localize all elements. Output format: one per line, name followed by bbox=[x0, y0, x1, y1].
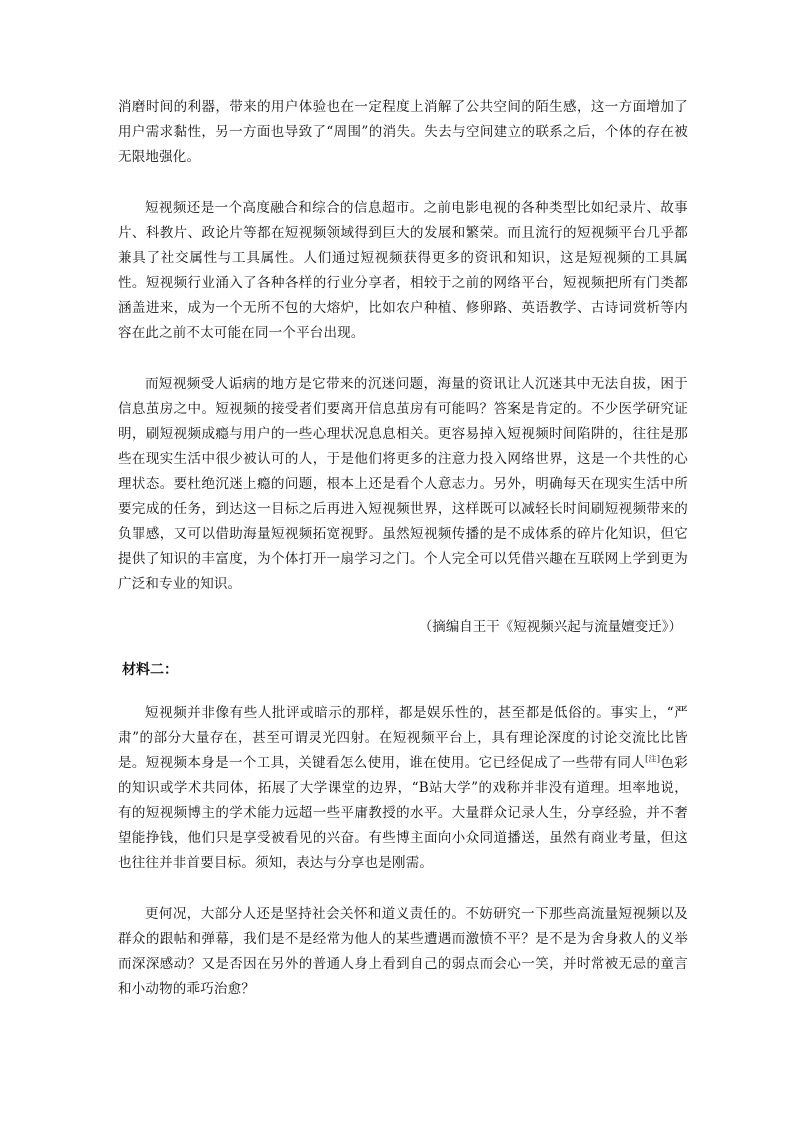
material2-paragraph-1-part-a: 短视频并非像有些人批评或暗示的那样，都是娱乐性的，甚至都是低俗的。事实上，“严肃”的部分大量存在，甚至可谓灵光四射。在短视频平台上，具有理论深度的讨论交流比比皆是。短视频本身是一个工具，关键看怎么使用，谁在使用。它已经促成了一些带有同人 bbox=[118, 705, 688, 771]
section-heading-material-2: 材料二： bbox=[122, 662, 178, 678]
paragraph-1: 消磨时间的利器，带来的用户体验也在一定程度上消解了公共空间的陌生感，这一方面增加了用户需求黏性，另一方面也导致了“周围”的消失。失去与空间建立的联系之后，个体的存在被无限地强化。 bbox=[118, 99, 688, 165]
material2-paragraph-1-part-b: 色彩的知识或学术共同体，拓展了大学课堂的边界，“B站大学”的戏称并非没有道理。坦率地说，有的短视频博主的学术能力远超一些平庸教授的水平。大量群众记录人生，分享经验，并不奢望能挣钱，他们只是享受被看见的兴奋。有些博主面向小众同道播送，虽然有商业考量，但这也往往并非首要目标。须知，表达与分享也是刚需。 bbox=[118, 755, 688, 871]
document-page bbox=[118, 95, 688, 1002]
material2-paragraph-2: 更何况，大部分人还是坚持社会关怀和道义责任的。不妨研究一下那些高流量短视频以及群众的跟帖和弹幕，我们是不是经常为他人的某些遭遇而激愤不平？是不是为舍身救人的义举而深深感动？又是否因在另外的普通人身上看到自己的弱点而会心一笑，并时常被无忌的童言和小动物的乖巧治愈？ bbox=[118, 906, 688, 997]
source-citation: （摘编自王干《短视频兴起与流量嬗变迁》） bbox=[418, 619, 682, 635]
paragraph-3: 而短视频受人诟病的地方是它带来的沉迷问题，海量的资讯让人沉迷其中无法自拔，困于信息茧房之中。短视频的接受者们要离开信息茧房有可能吗？答案是肯定的。不少医学研究证明，刷短视频成瘾与用户的一些心理状况息息相关。更容易掉入短视频时间陷阱的，往往是那些在现实生活中很少被认可的人，于是他们将更多的注意力投入网络世界，这是一个共性的心理状态。要杜绝沉迷上瘾的问题，根本上还是看个人意志力。另外，明确每天在现实生活中所要完成的任务，到达这一目标之后再进入短视频世界，这样既可以减轻长时间刷短视频带来的负罪感，又可以借助海量短视频拓宽视野。虽然短视频传播的是不成体系的碎片化知识，但它提供了知识的丰富度，为个体打开一扇学习之门。个人完全可以凭借兴趣在互联网上学到更为广泛和专业的知识。 bbox=[118, 376, 688, 592]
material2-paragraph-1 bbox=[118, 701, 688, 876]
footnote-marker: [注] bbox=[645, 754, 661, 764]
paragraph-2: 短视频还是一个高度融合和综合的信息超市。之前电影电视的各种类型比如纪录片、故事片、科教片、政论片等都在短视频领域得到巨大的发展和繁荣。而且流行的短视频平台几乎都兼具了社交属性与工具属性。人们通过短视频获得更多的资讯和知识，这是短视频的工具属性。短视频行业涌入了各种各样的行业分享者，相较于之前的网络平台，短视频把所有门类都涵盖进来，成为一个无所不包的大熔炉，比如农户种植、修卵路、英语教学、古诗词赏析等内容在此之前不太可能在同一个平台出现。 bbox=[118, 200, 688, 341]
